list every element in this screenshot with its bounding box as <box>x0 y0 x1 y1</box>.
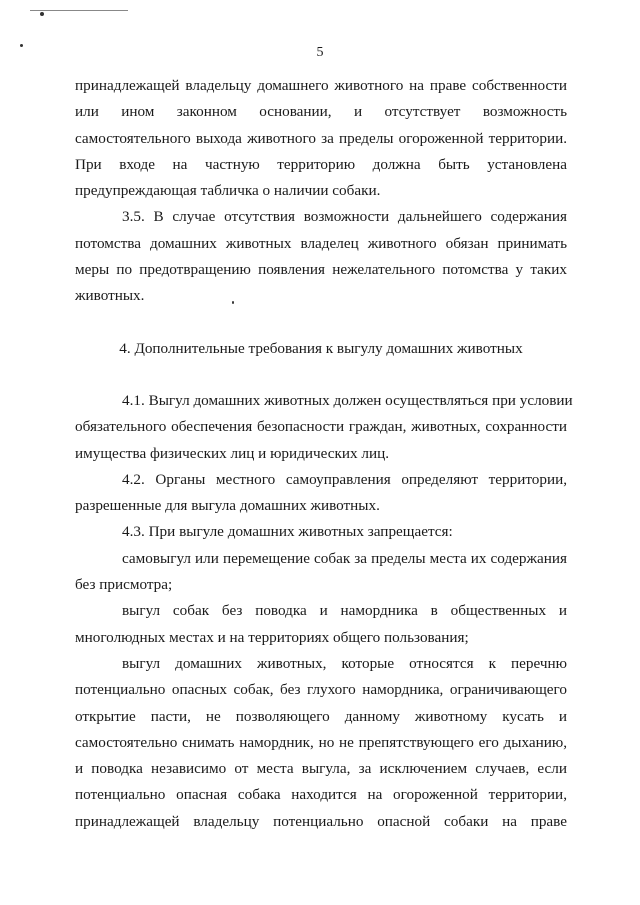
text-line: принадлежащей владельцу домашнего животного на праве собственности <box>75 77 567 94</box>
text-line: 3.5. В случае отсутствия возможности дальнейшего содержания <box>122 208 567 226</box>
scan-edge-mark <box>30 10 128 11</box>
text-line: обязательного обеспечения безопасности граждан, животных, сохранности <box>75 418 567 436</box>
text-line: имущества физических лиц и юридических лиц. <box>75 444 390 462</box>
scan-speck <box>40 12 44 16</box>
document-body <box>75 73 573 835</box>
paragraph <box>75 73 567 204</box>
text-line: меры по предотвращению появления нежелательного потомства у таких <box>75 261 567 279</box>
paragraph <box>75 519 567 545</box>
text-line: При входе на частную территорию должна быть установлена <box>75 155 567 173</box>
text-line: 4.2. Органы местного самоуправления определяют территории, <box>122 470 567 488</box>
text-line: 4.1. Выгул домашних животных должен осуществляться при условии <box>122 391 573 409</box>
text-line: предупреждающая табличка о наличии собаки. <box>75 182 381 200</box>
text-line: или ином законном основании, и отсутствует возможность <box>75 103 567 121</box>
section-heading: 4. Дополнительные требования к выгулу домашних животных <box>119 339 523 357</box>
text-line: выгул домашних животных, которые относятся к перечню <box>122 654 567 672</box>
text-line: разрешенные для выгула домашних животных. <box>75 497 380 515</box>
text-line: потенциально опасная собака находится на огороженной территории, <box>75 786 567 804</box>
text-line: потомства домашних животных владелец животного обязан принимать <box>75 234 567 252</box>
text-line: самостоятельного выхода животного за пределы огороженной территории. <box>75 129 567 147</box>
text-line: многолюдных местах и на территориях общего пользования; <box>75 628 469 646</box>
text-line: открытие пасти, не позволяющего данному животному кусать и <box>75 707 567 725</box>
text-line: принадлежащей владельцу потенциально опасной собаки на праве <box>75 812 567 830</box>
text-line: самовыгул или перемещение собак за пределы места их содержания <box>122 549 567 567</box>
paragraph <box>75 388 573 467</box>
paragraph <box>75 204 567 309</box>
text-line: самостоятельно снимать намордник, но не препятствующего его дыханию, <box>75 733 567 751</box>
text-line: потенциально опасных собак, без глухого намордника, ограничивающего <box>75 681 567 699</box>
text-line: без присмотра; <box>75 576 173 594</box>
paragraph <box>75 467 567 520</box>
list-item <box>75 546 567 599</box>
text-line: 4.3. При выгуле домашних животных запрещается: <box>122 523 453 541</box>
text-line: и поводка независимо от места выгула, за исключением случаев, если <box>75 760 567 778</box>
page-number: 5 <box>316 45 324 60</box>
text-line: выгул собак без поводка и намордника в общественных и <box>122 602 567 620</box>
list-item <box>75 598 567 651</box>
list-item <box>75 651 567 835</box>
text-line: животных. <box>75 287 145 305</box>
